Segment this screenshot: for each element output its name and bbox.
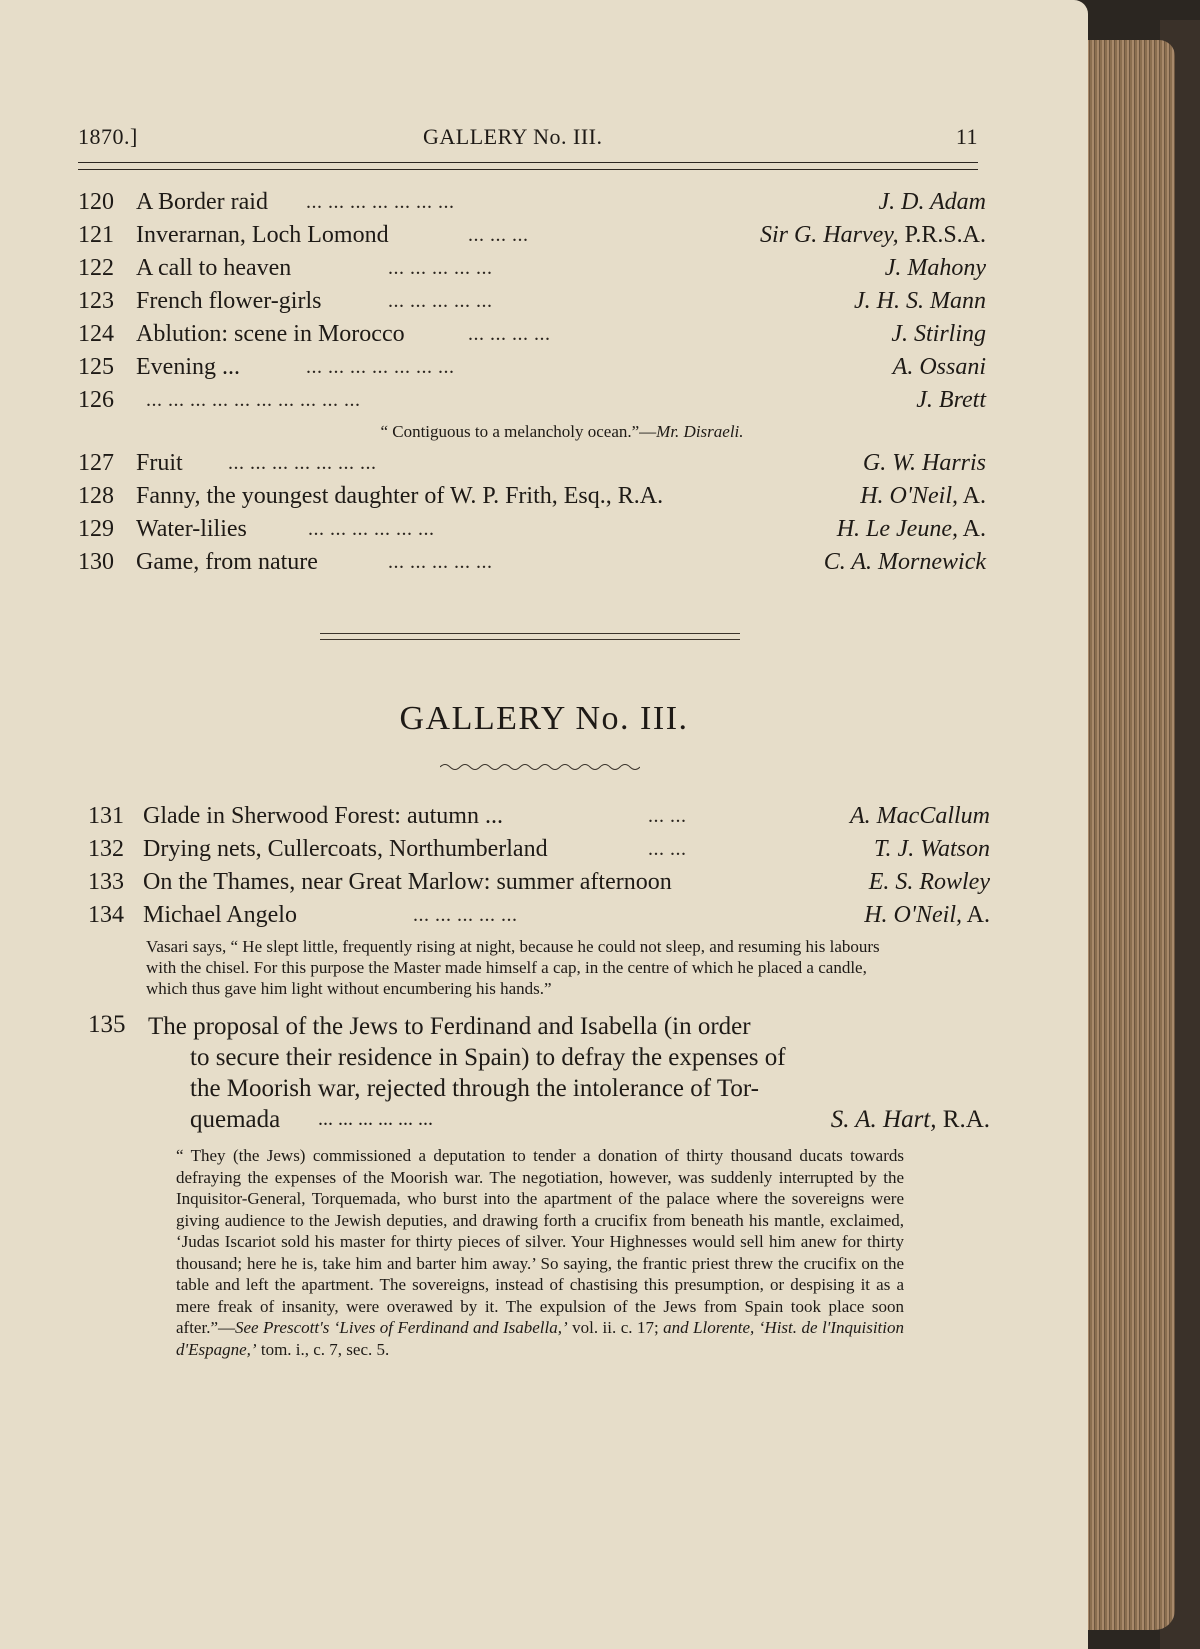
entry-number: 134 xyxy=(88,902,124,928)
leader-dots: ... ... ... ... ... ... xyxy=(308,518,435,540)
entry-title-line: to secure their residence in Spain) to defray the expenses of xyxy=(190,1044,786,1071)
leader-dots: ... ... ... ... ... ... ... ... ... ... xyxy=(146,389,361,411)
entry-artist: H. O'Neil, A. xyxy=(864,902,990,928)
leader-dots: ... ... ... ... ... ... ... xyxy=(306,191,455,213)
quote-126: “ Contiguous to a melancholy ocean.”—Mr. Disraeli. xyxy=(380,422,744,441)
header-title: GALLERY No. III. xyxy=(423,124,603,149)
entry-number: 123 xyxy=(78,288,114,314)
leader-dots: ... ... ... ... ... ... ... xyxy=(306,356,455,378)
entry-title-line: the Moorish war, rejected through the intolerance of Tor- xyxy=(190,1075,760,1102)
entry-number: 135 xyxy=(88,1011,126,1038)
entry-134 xyxy=(88,899,990,932)
entry-artist: H. O'Neil, A. xyxy=(860,483,986,509)
entry-title: Fanny, the youngest daughter of W. P. Frith, Esq., R.A. xyxy=(136,483,664,509)
entry-title-last-line: quemada ... ... ... ... ... ... S. A. Hart, R.A. xyxy=(190,1106,990,1133)
entry-121 xyxy=(78,219,986,252)
entry-135 xyxy=(88,1011,990,1135)
entry-artist: J. D. Adam xyxy=(878,189,986,215)
entry-artist: J. Stirling xyxy=(891,321,986,347)
leader-dots: ... ... ... ... ... xyxy=(388,551,493,573)
running-header xyxy=(78,124,978,156)
leader-dots: ... ... xyxy=(648,805,687,827)
entry-number: 131 xyxy=(88,803,124,829)
note-135: “ They (the Jews) commissioned a deputation to tender a donation of thirty thousand ducats towards defraying the expenses of the Moorish war. The negotiation, however, was suddenly interrupted by the Inquisitor-General, Torquemada, who burst into the apartment of the palace where the sovereigns were giving audience to the Jewish deputies, and drawing forth a crucifix from beneath his mantle, exclaimed, ‘Judas Iscariot sold his master for thirty pieces of silver. Your Highnesses would sell him anew for thirty thousand; here he is, take him and barter him away.’ So saying, the frantic priest threw the crucifix on the table and left the apartment. The sovereigns, instead of chastising this presumption, or despising it as a mere freak of insanity, were overawed by it. The expulsion of the Jews from Spain took place soon after.”—See Prescott's ‘Lives of Ferdinand and Isabella,’ vol. ii. c. 17; and Llorente, ‘Hist. de l'Inquisition d'Espagne,’ tom. i., c. 7, sec. 5. xyxy=(176,1146,904,1359)
entry-120 xyxy=(78,186,986,219)
entry-artist: E. S. Rowley xyxy=(868,869,990,895)
entry-129 xyxy=(78,513,986,546)
section-divider xyxy=(320,633,740,640)
entry-title: Inverarnan, Loch Lomond xyxy=(136,222,389,248)
leader-dots: ... ... xyxy=(648,838,687,860)
leader-dots: ... ... ... ... ... xyxy=(388,290,493,312)
entries-131-135 xyxy=(88,800,990,1360)
entry-123 xyxy=(78,285,986,318)
entry-title: Water-lilies xyxy=(136,516,247,542)
leader-dots: ... ... ... xyxy=(468,224,529,246)
entry-artist: S. A. Hart, R.A. xyxy=(830,1106,990,1133)
entry-number: 128 xyxy=(78,483,114,509)
entry-title: Glade in Sherwood Forest: autumn ... xyxy=(143,803,503,829)
header-year: 1870.] xyxy=(78,124,138,149)
wavy-ornament xyxy=(440,762,640,772)
page-number: 11 xyxy=(955,124,978,149)
entry-title: Drying nets, Cullercoats, Northumberland xyxy=(143,836,548,862)
entry-title: Game, from nature xyxy=(136,549,318,575)
entry-number: 125 xyxy=(78,354,114,380)
entry-132 xyxy=(88,833,990,866)
entry-artist: H. Le Jeune, A. xyxy=(836,516,986,542)
leader-dots: ... ... ... ... ... xyxy=(413,904,518,926)
entry-artist: J. Brett xyxy=(916,387,986,413)
header-rule xyxy=(78,162,978,170)
entry-artist: Sir G. Harvey, P.R.S.A. xyxy=(759,222,986,248)
leader-dots: ... ... ... ... ... xyxy=(388,257,493,279)
entry-130 xyxy=(78,546,986,579)
entry-122 xyxy=(78,252,986,285)
entry-128 xyxy=(78,480,986,513)
entry-artist: G. W. Harris xyxy=(862,450,986,476)
entry-number: 121 xyxy=(78,222,114,248)
entry-artist: J. H. S. Mann xyxy=(854,288,986,314)
entry-artist: C. A. Mornewick xyxy=(823,549,986,575)
entry-title: Michael Angelo xyxy=(143,902,297,928)
section-title: GALLERY No. III. xyxy=(399,700,689,737)
entry-number: 129 xyxy=(78,516,114,542)
entry-title: French flower-girls xyxy=(136,288,322,314)
entry-title: A Border raid xyxy=(136,189,268,215)
entry-artist: T. J. Watson xyxy=(873,836,990,862)
leader-dots: ... ... ... ... xyxy=(468,323,551,345)
entry-131 xyxy=(88,800,990,833)
entry-title: Fruit xyxy=(136,450,183,476)
entry-number: 132 xyxy=(88,836,124,862)
entry-number: 133 xyxy=(88,869,124,895)
entry-title: Evening ... xyxy=(136,354,240,380)
entry-title-line: The proposal of the Jews to Ferdinand and Isabella (in order xyxy=(148,1013,751,1040)
entry-number: 126 xyxy=(78,387,114,413)
entry-artist: J. Mahony xyxy=(884,255,986,281)
entry-number: 127 xyxy=(78,450,114,476)
entry-number: 120 xyxy=(78,189,114,215)
entry-title: Ablution: scene in Morocco xyxy=(136,321,405,347)
entry-title: On the Thames, near Great Marlow: summer afternoon xyxy=(143,869,672,895)
entry-126 xyxy=(78,384,986,417)
entry-number: 122 xyxy=(78,255,114,281)
entry-124 xyxy=(78,318,986,351)
page-edges xyxy=(1075,40,1175,1630)
entry-133 xyxy=(88,866,990,899)
entry-number: 124 xyxy=(78,321,114,347)
entry-127 xyxy=(78,447,986,480)
entry-125 xyxy=(78,351,986,384)
entry-artist: A. MacCallum xyxy=(850,803,990,829)
entries-120-130 xyxy=(78,186,986,579)
note-134: Vasari says, “ He slept little, frequently rising at night, because he could not sleep, and resuming his labours with the chisel. For this purpose the Master made himself a cap, in the centre of which he placed a candle, which thus gave him light without encumbering his hands.” xyxy=(146,937,880,998)
leader-dots: ... ... ... ... ... ... ... xyxy=(228,452,377,474)
leader-dots: ... ... ... ... ... ... xyxy=(318,1108,433,1130)
entry-title: A call to heaven xyxy=(136,255,292,281)
entry-number: 130 xyxy=(78,549,114,575)
entry-artist: A. Ossani xyxy=(892,354,986,380)
